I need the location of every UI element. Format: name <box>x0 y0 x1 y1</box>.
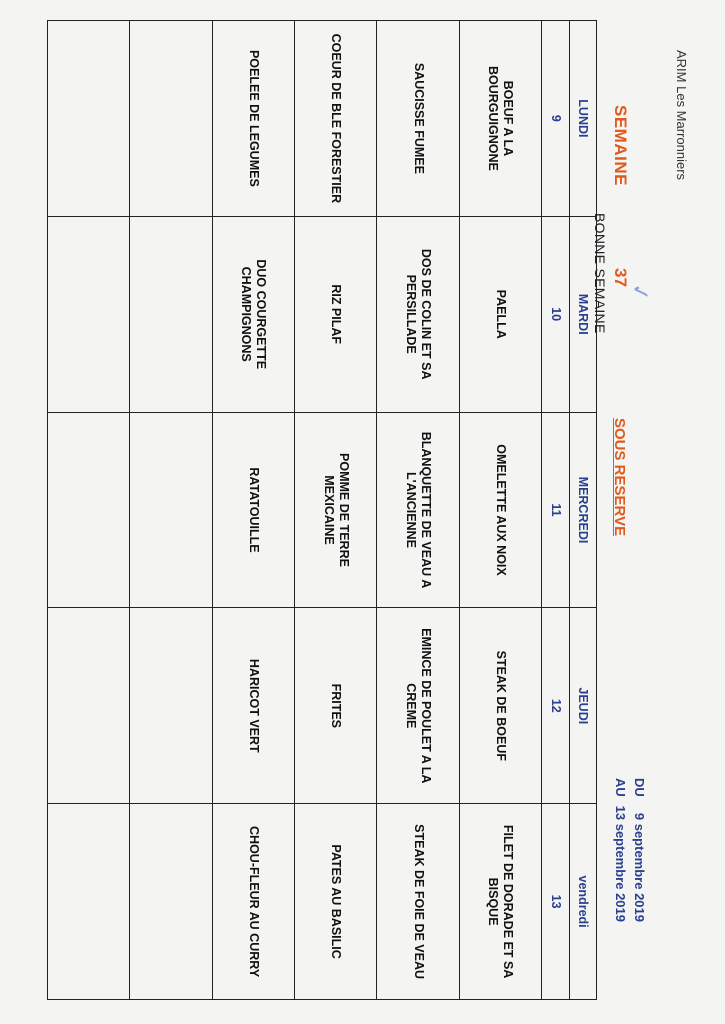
dish-cell: STEAK DE FOIE DE VEAU <box>377 804 459 1000</box>
day-number-thursday: 12 <box>542 608 569 804</box>
greeting-text: BONNE SEMAINE <box>592 213 608 334</box>
day-number-tuesday: 10 <box>542 216 569 412</box>
empty-cell <box>48 804 130 1000</box>
empty-cell <box>130 216 212 412</box>
dish-cell: PATES AU BASILIC <box>295 804 377 1000</box>
dish-cell: RIZ PILAF <box>295 216 377 412</box>
dish-cell: BOEUF A LA BOURGUIGNONE <box>459 21 541 217</box>
dish-cell: FRITES <box>295 608 377 804</box>
empty-cell <box>130 21 212 217</box>
date-from-value: 9 septembre 2019 <box>632 812 647 922</box>
dish-cell: HARICOT VERT <box>212 608 294 804</box>
day-name-wednesday: MERCREDI <box>569 412 596 608</box>
day-name-thursday: JEUDI <box>569 608 596 804</box>
date-to-label: AU <box>613 778 628 797</box>
empty-cell <box>48 21 130 217</box>
dish-cell: PAELLA <box>459 216 541 412</box>
vegetable-row <box>212 21 294 1000</box>
dish-cell: DOS DE COLIN ET SA PERSILLADE <box>377 216 459 412</box>
day-number-wednesday: 11 <box>542 412 569 608</box>
day-name-row <box>569 21 596 1000</box>
empty-row <box>130 21 212 1000</box>
dish-cell: DUO COURGETTE CHAMPIGNONS <box>212 216 294 412</box>
dish-cell: CHOU-FLEUR AU CURRY <box>212 804 294 1000</box>
check-mark-icon: ✓ <box>626 280 655 304</box>
day-name-tuesday: MARDI <box>569 216 596 412</box>
sous-reserve-note: SOUS RESERVE <box>611 418 628 537</box>
organization-name: ARIM Les Marronniers <box>674 50 689 181</box>
dish-cell: EMINCE DE POULET A LA CREME <box>377 608 459 804</box>
empty-cell <box>130 412 212 608</box>
empty-cell <box>130 608 212 804</box>
dish-cell: BLANQUETTE DE VEAU A L'ANCIENNE <box>377 412 459 608</box>
empty-cell <box>48 216 130 412</box>
day-name-friday: vendredi <box>569 804 596 1000</box>
day-number-friday: 13 <box>542 804 569 1000</box>
day-name-monday: LUNDI <box>569 21 596 217</box>
date-to-value: 13 septembre 2019 <box>613 805 628 922</box>
main-dish-row <box>377 21 459 1000</box>
dish-cell: COEUR DE BLE FORESTIER <box>295 21 377 217</box>
empty-row <box>48 21 130 1000</box>
dish-cell: POMME DE TERRE MEXICAINE <box>295 412 377 608</box>
week-number: 37 <box>611 268 630 287</box>
empty-cell <box>48 608 130 804</box>
date-from-label: DU <box>632 778 647 797</box>
starter-row <box>459 21 541 1000</box>
dish-cell: POELEE DE LEGUMES <box>212 21 294 217</box>
dish-cell: FILET DE DORADE ET SA BISQUE <box>459 804 541 1000</box>
day-number-row <box>542 21 569 1000</box>
weekly-menu-table <box>47 20 597 1000</box>
dish-cell: RATATOUILLE <box>212 412 294 608</box>
week-label: SEMAINE <box>611 105 630 186</box>
dish-cell: SAUCISSE FUMEE <box>377 21 459 217</box>
dish-cell: STEAK DE BOEUF <box>459 608 541 804</box>
dish-cell: OMELETTE AUX NOIX <box>459 412 541 608</box>
empty-cell <box>48 412 130 608</box>
side-dish-row <box>295 21 377 1000</box>
empty-cell <box>130 804 212 1000</box>
day-number-monday: 9 <box>542 21 569 217</box>
